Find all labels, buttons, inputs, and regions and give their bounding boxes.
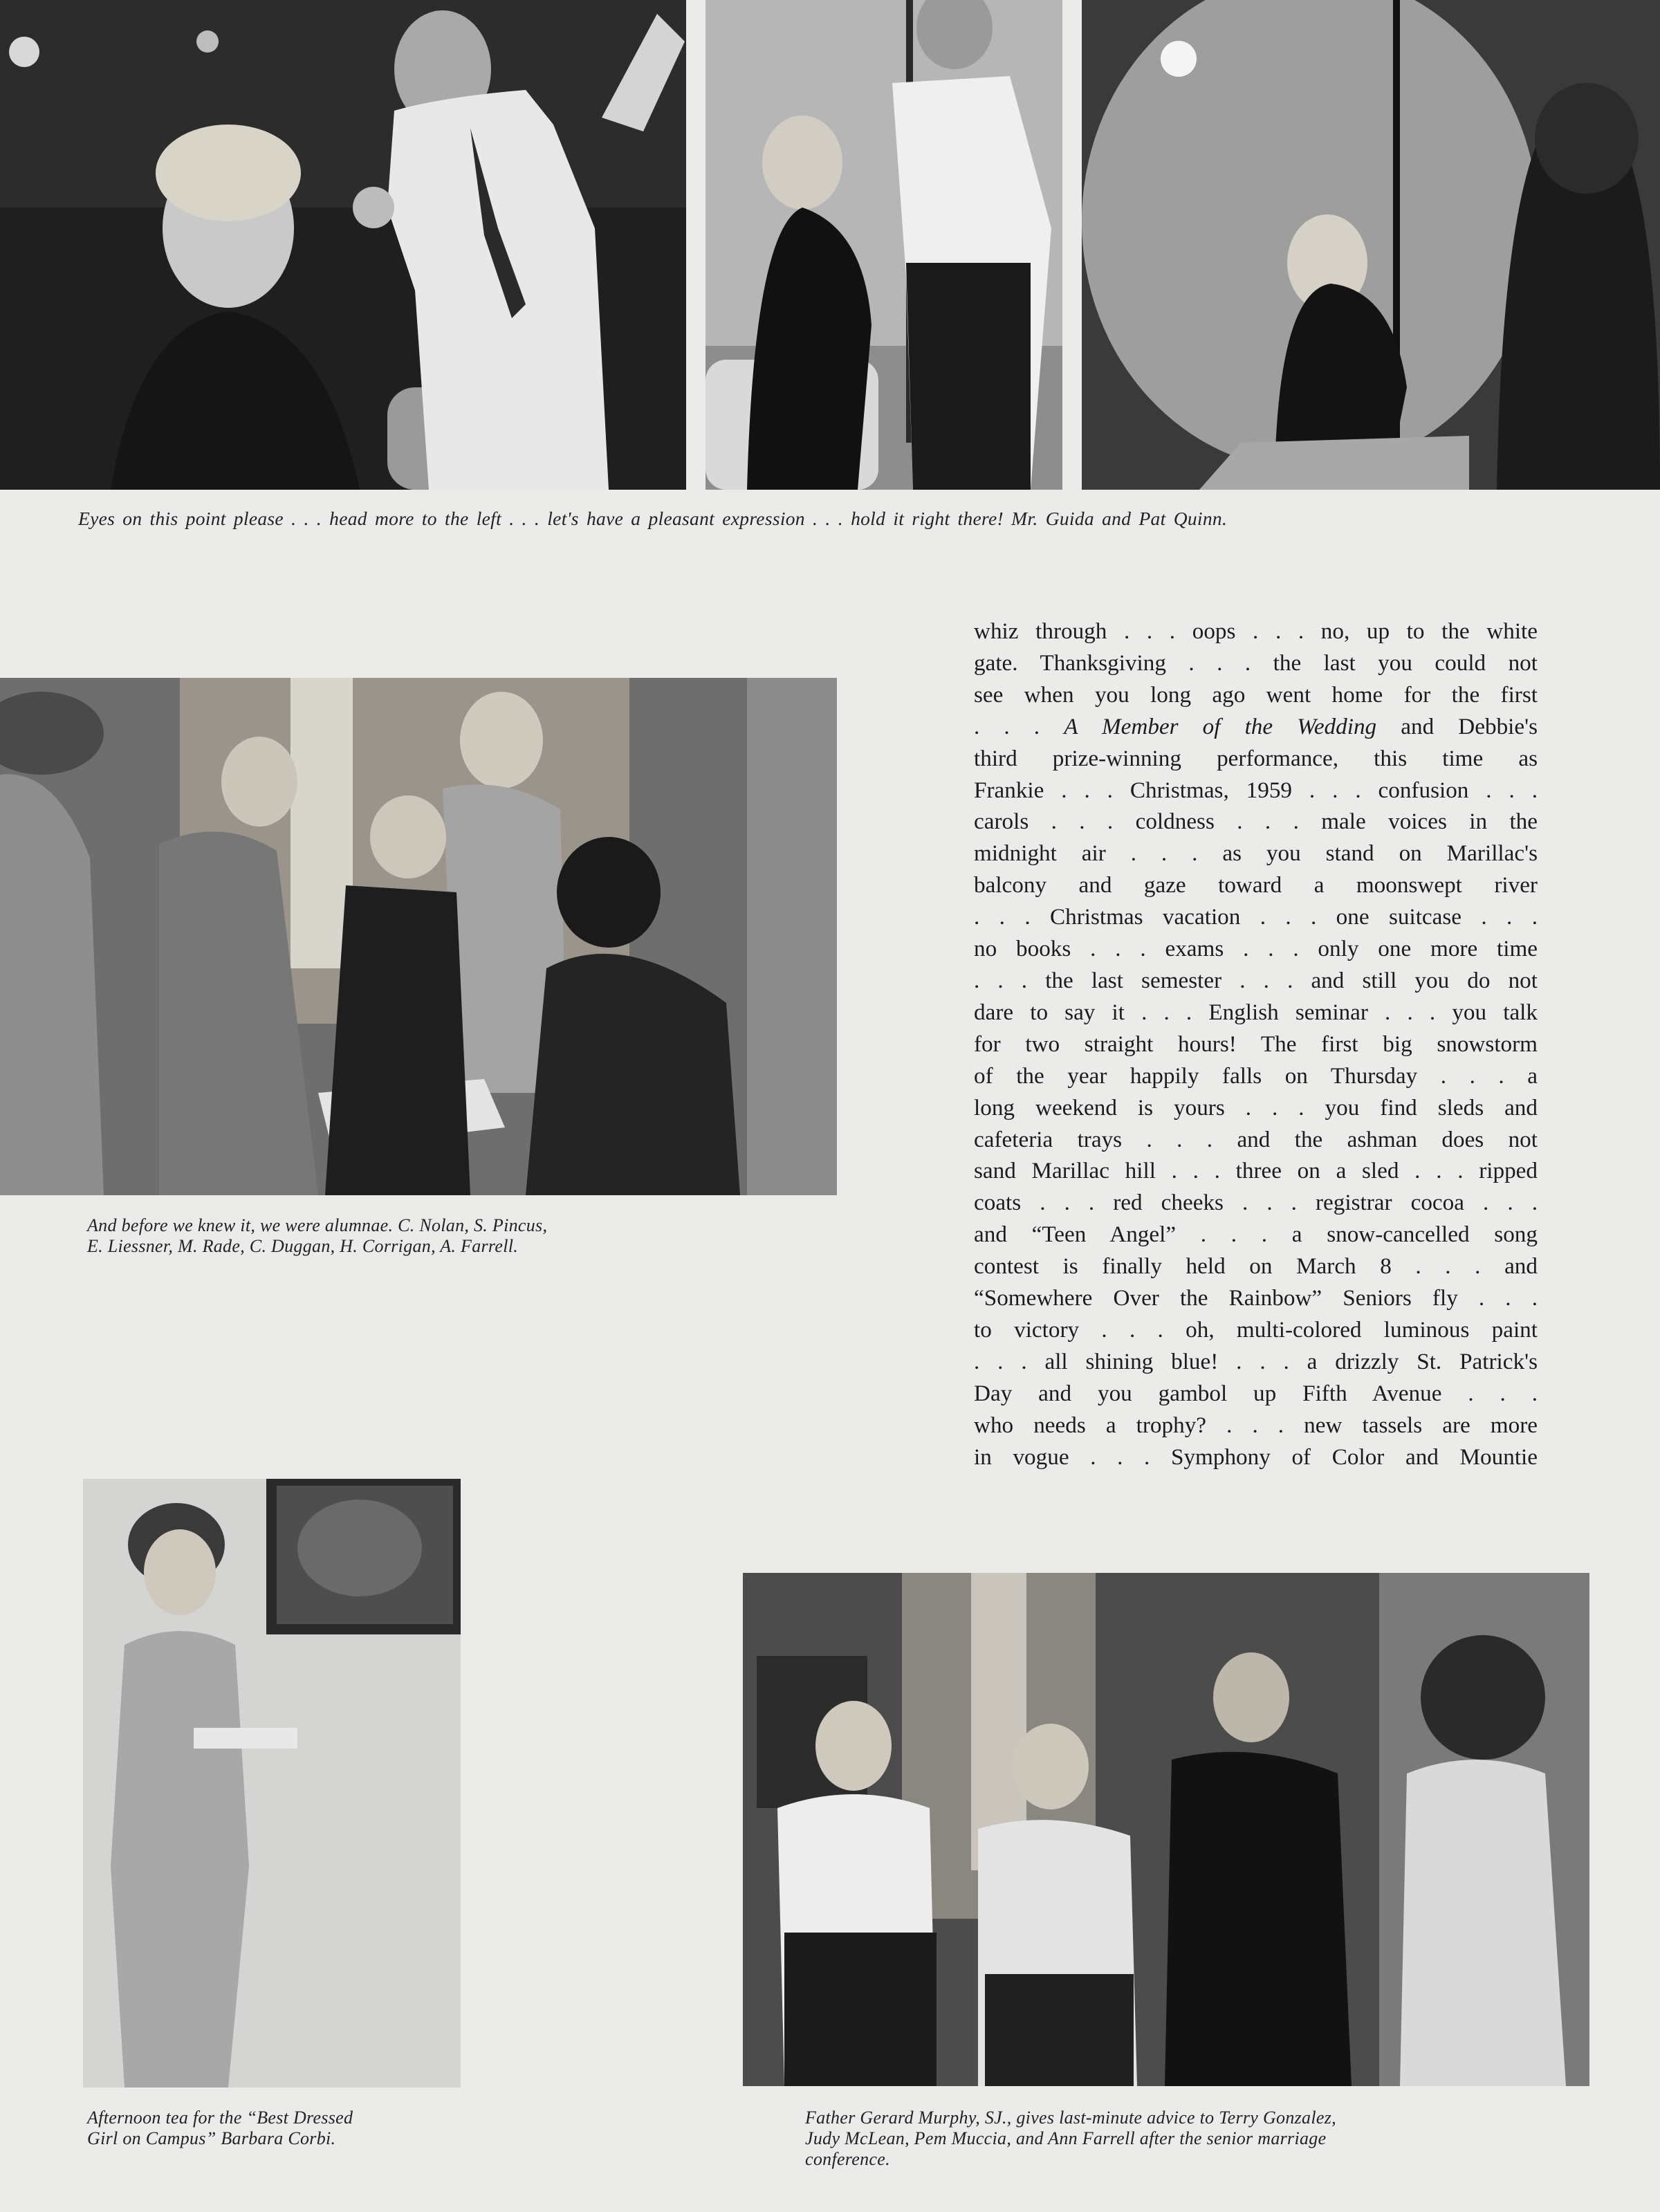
body-line: of the year happily falls on Thursday . . . a	[974, 1062, 1538, 1089]
caption-marriage-conference	[805, 2108, 1580, 2170]
body-line: cafeteria trays . . . and the ashman does not	[974, 1126, 1538, 1152]
body-line: midnight air . . . as you stand on Marillac's	[974, 840, 1538, 867]
body-line: coats . . . red cheeks . . . registrar cocoa . . .	[974, 1190, 1538, 1216]
body-line: . . . Christmas vacation . . . one suitcase . . .	[974, 904, 1538, 930]
body-line: for two straight hours! The first big snowstorm	[974, 1031, 1538, 1057]
body-line: sand Marillac hill . . . three on a sled . . . ripped	[974, 1158, 1538, 1184]
photo-alumnae	[0, 678, 837, 1195]
caption-alumnae-line-1: And before we knew it, we were alumnae. C. Nolan, S. Pincus,	[87, 1215, 548, 1235]
caption-marriage-conference-line-2: Judy McLean, Pem Muccia, and Ann Farrell after the senior marriage	[805, 2128, 1327, 2148]
body-text-column	[974, 616, 1538, 1473]
caption-marriage-conference-line-3: conference.	[805, 2149, 890, 2169]
caption-alumnae	[87, 1215, 779, 1257]
body-line: no books . . . exams . . . only one more time	[974, 936, 1538, 962]
body-line: whiz through . . . oops . . . no, up to the white	[974, 618, 1538, 644]
photo-portrait-session-1	[0, 0, 686, 490]
play-title: A Member of the Wedding	[1064, 713, 1377, 739]
caption-best-dressed-line-1: Afternoon tea for the “Best Dressed	[87, 2108, 353, 2128]
caption-best-dressed-line-2: Girl on Campus” Barbara Corbi.	[87, 2128, 336, 2148]
body-line: balcony and gaze toward a moonswept river	[974, 872, 1538, 898]
body-line: see when you long ago went home for the first	[974, 681, 1538, 708]
body-line: who needs a trophy? . . . new tassels are more	[974, 1412, 1538, 1438]
body-line: Day and you gambol up Fifth Avenue . . .	[974, 1380, 1538, 1406]
body-line: . . . A Member of the Wedding and Debbie's	[974, 713, 1538, 739]
photo-best-dressed	[83, 1479, 461, 2087]
body-line: “Somewhere Over the Rainbow” Seniors fly . . .	[974, 1285, 1538, 1311]
body-line: . . . the last semester . . . and still you do not	[974, 967, 1538, 993]
body-line: dare to say it . . . English seminar . . . you talk	[974, 999, 1538, 1025]
photo-portrait-session-3	[1082, 0, 1660, 490]
body-line: long weekend is yours . . . you find sleds and	[974, 1094, 1538, 1121]
body-line: third prize-winning performance, this time as	[974, 745, 1538, 771]
body-line: and “Teen Angel” . . . a snow-cancelled song	[974, 1222, 1538, 1248]
caption-best-dressed	[87, 2108, 502, 2149]
body-line: gate. Thanksgiving . . . the last you could not	[974, 649, 1538, 676]
photo-marriage-conference	[743, 1573, 1589, 2086]
body-line: in vogue . . . Symphony of Color and Mountie	[974, 1444, 1538, 1470]
caption-portrait-session: Eyes on this point please . . . head more to the left . . . let's have a pleasant expression . . . hold it right there! Mr. Guida and Pat Quinn.	[78, 508, 1228, 529]
body-line: . . . all shining blue! . . . a drizzly St. Patrick's	[974, 1348, 1538, 1374]
caption-alumnae-line-2: E. Liessner, M. Rade, C. Duggan, H. Corrigan, A. Farrell.	[87, 1236, 519, 1256]
body-line: carols . . . coldness . . . male voices in the	[974, 809, 1538, 835]
body-line: Frankie . . . Christmas, 1959 . . . confusion . . .	[974, 777, 1538, 803]
body-line: contest is finally held on March 8 . . . and	[974, 1253, 1538, 1280]
caption-marriage-conference-line-1: Father Gerard Murphy, SJ., gives last-minute advice to Terry Gonzalez,	[805, 2108, 1336, 2128]
body-line: to victory . . . oh, multi-colored luminous paint	[974, 1316, 1538, 1343]
photo-portrait-session-2	[706, 0, 1062, 490]
